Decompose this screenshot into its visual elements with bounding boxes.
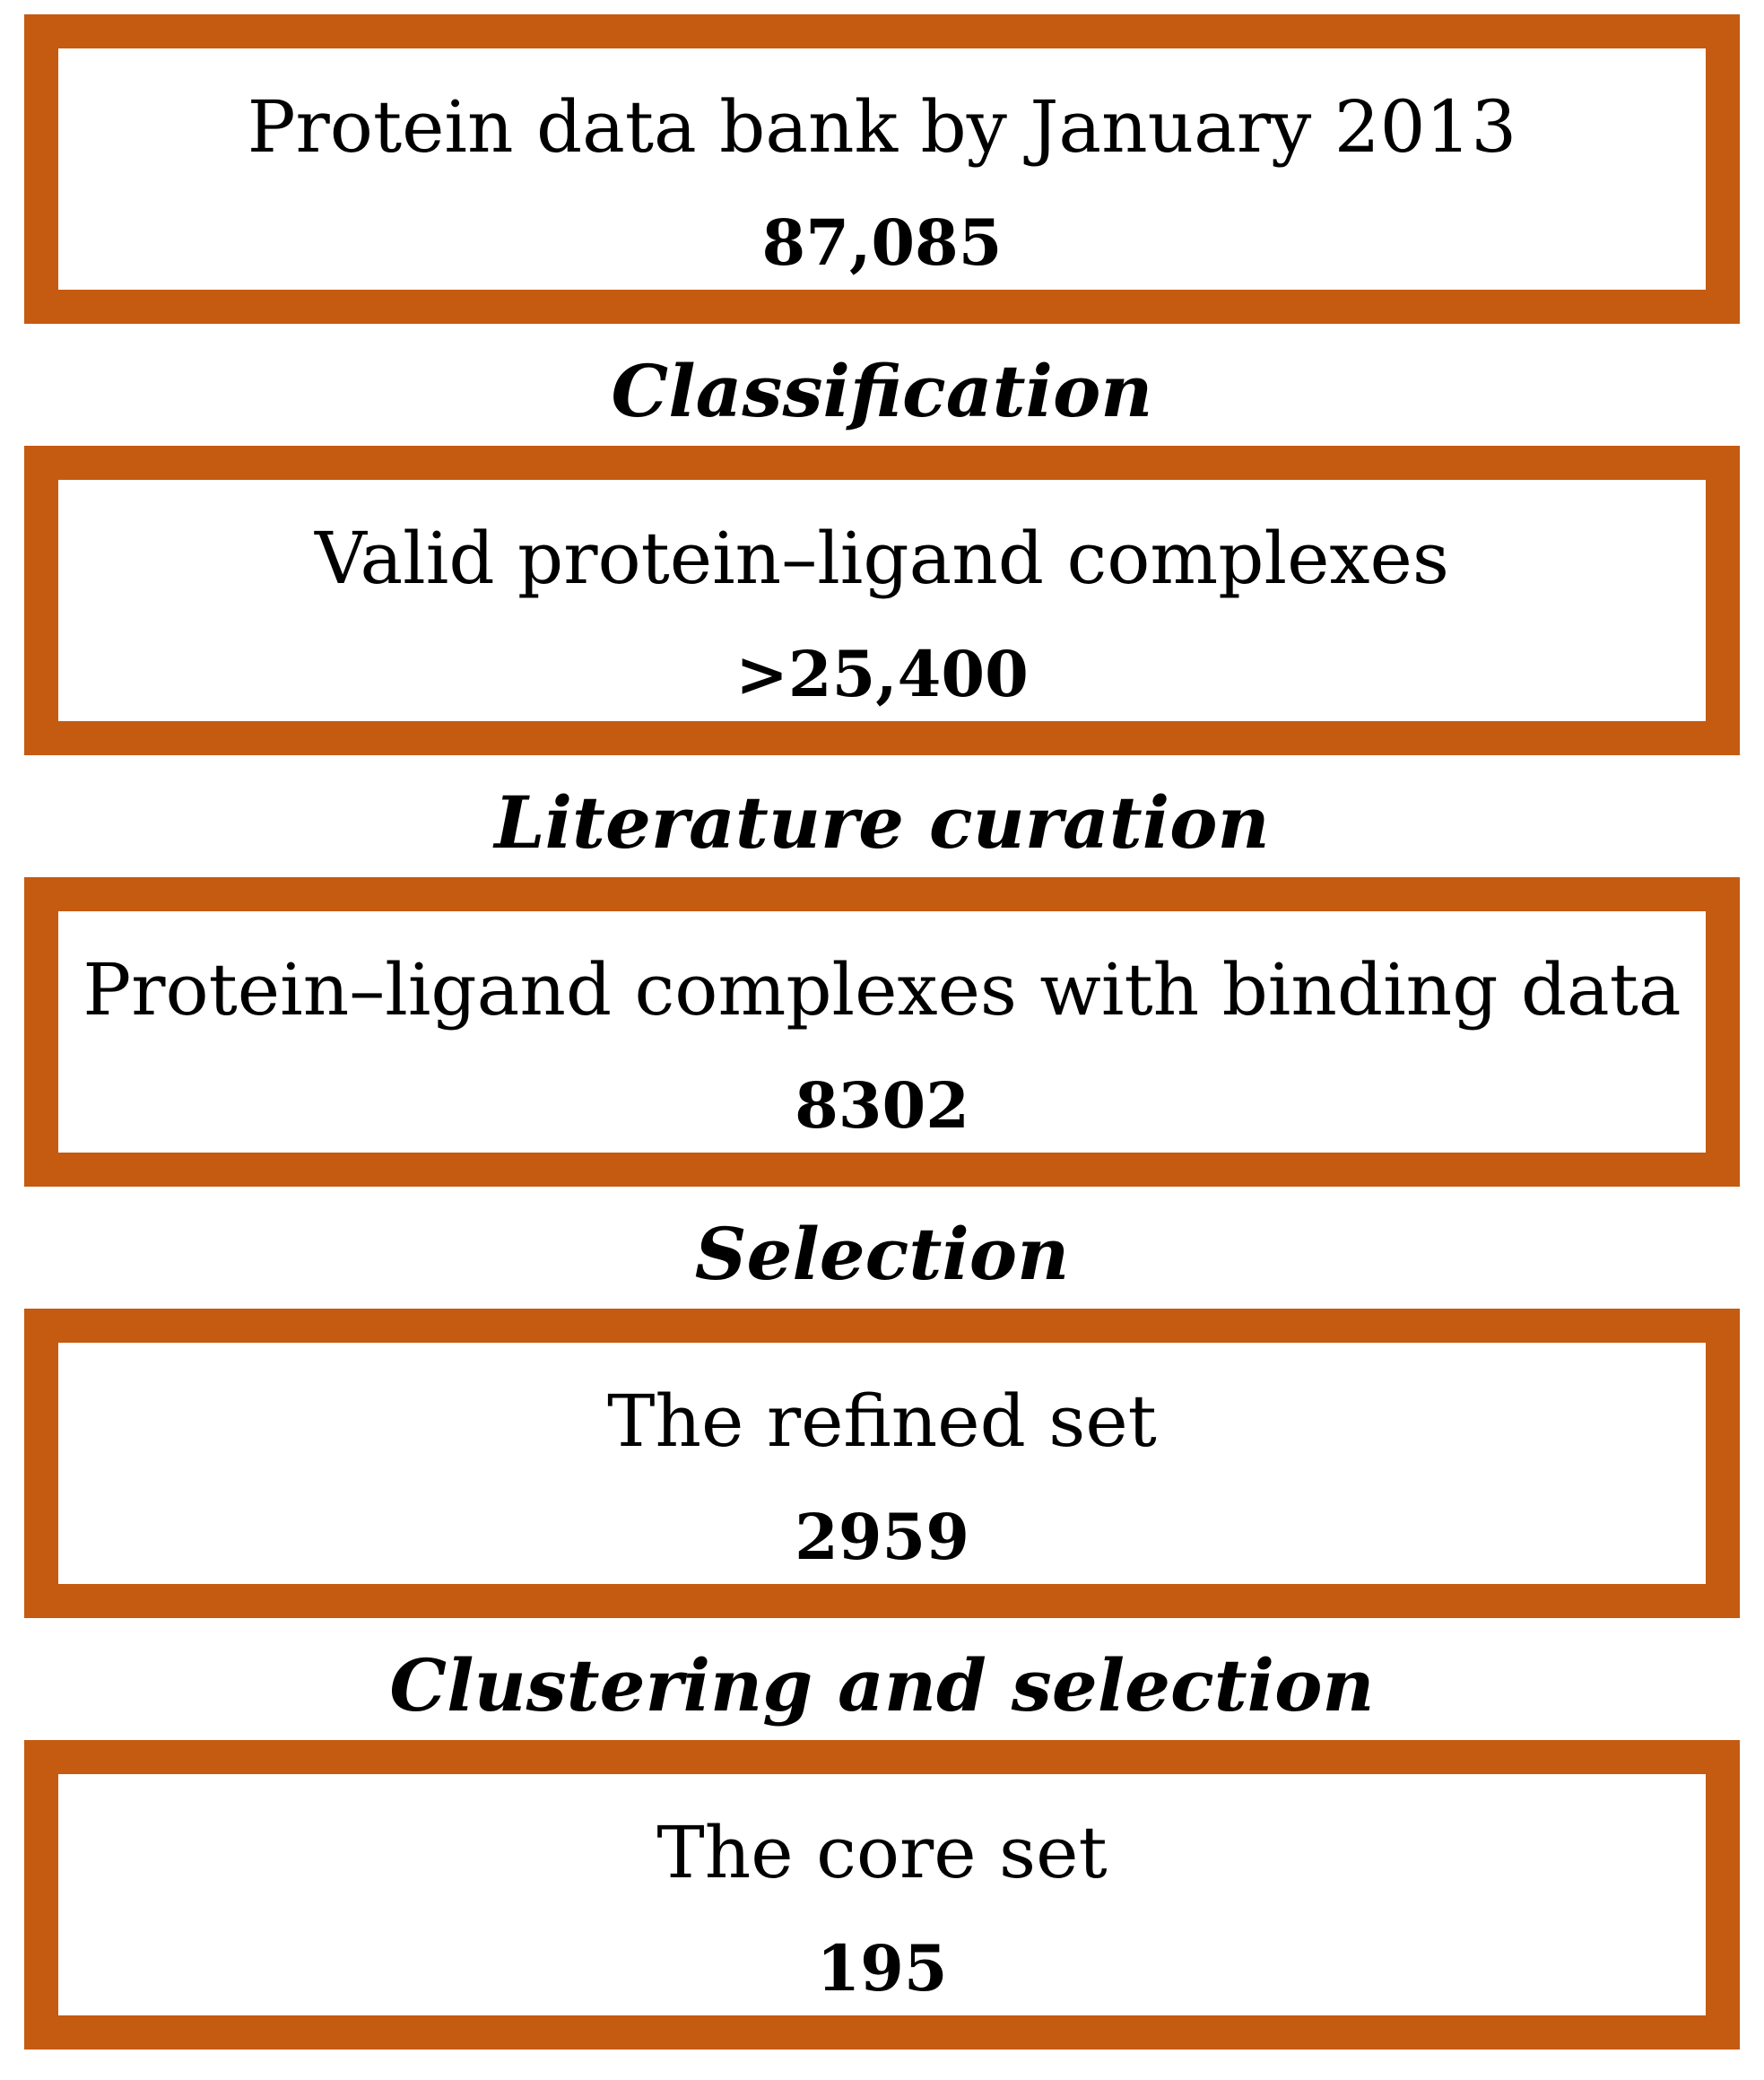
stage-count: >25,400 — [735, 637, 1029, 711]
stage-box-binding-data — [24, 877, 1740, 1187]
stage-count: 195 — [816, 1931, 948, 2006]
stage-box-refined-set — [24, 1309, 1740, 1618]
stage-box-valid-complexes — [24, 446, 1740, 755]
step-label-classification: Classification — [611, 349, 1153, 433]
stage-count: 2959 — [795, 1500, 969, 1574]
stage-count: 87,085 — [761, 205, 1003, 280]
stage-label: Protein data bank by January 2013 — [247, 85, 1517, 169]
stage-box-pdb — [24, 14, 1740, 324]
step-label-clustering-and-selection: Clustering and selection — [389, 1643, 1375, 1728]
stage-label: Valid protein–ligand complexes — [315, 517, 1449, 600]
step-label-literature-curation: Literature curation — [494, 780, 1270, 865]
stage-label: The refined set — [607, 1379, 1157, 1463]
step-label-selection: Selection — [694, 1212, 1070, 1296]
stage-count: 8302 — [795, 1068, 969, 1143]
stage-box-core-set — [24, 1740, 1740, 2050]
stage-label: Protein–ligand complexes with binding data — [83, 948, 1681, 1031]
stage-label: The core set — [656, 1811, 1108, 1894]
